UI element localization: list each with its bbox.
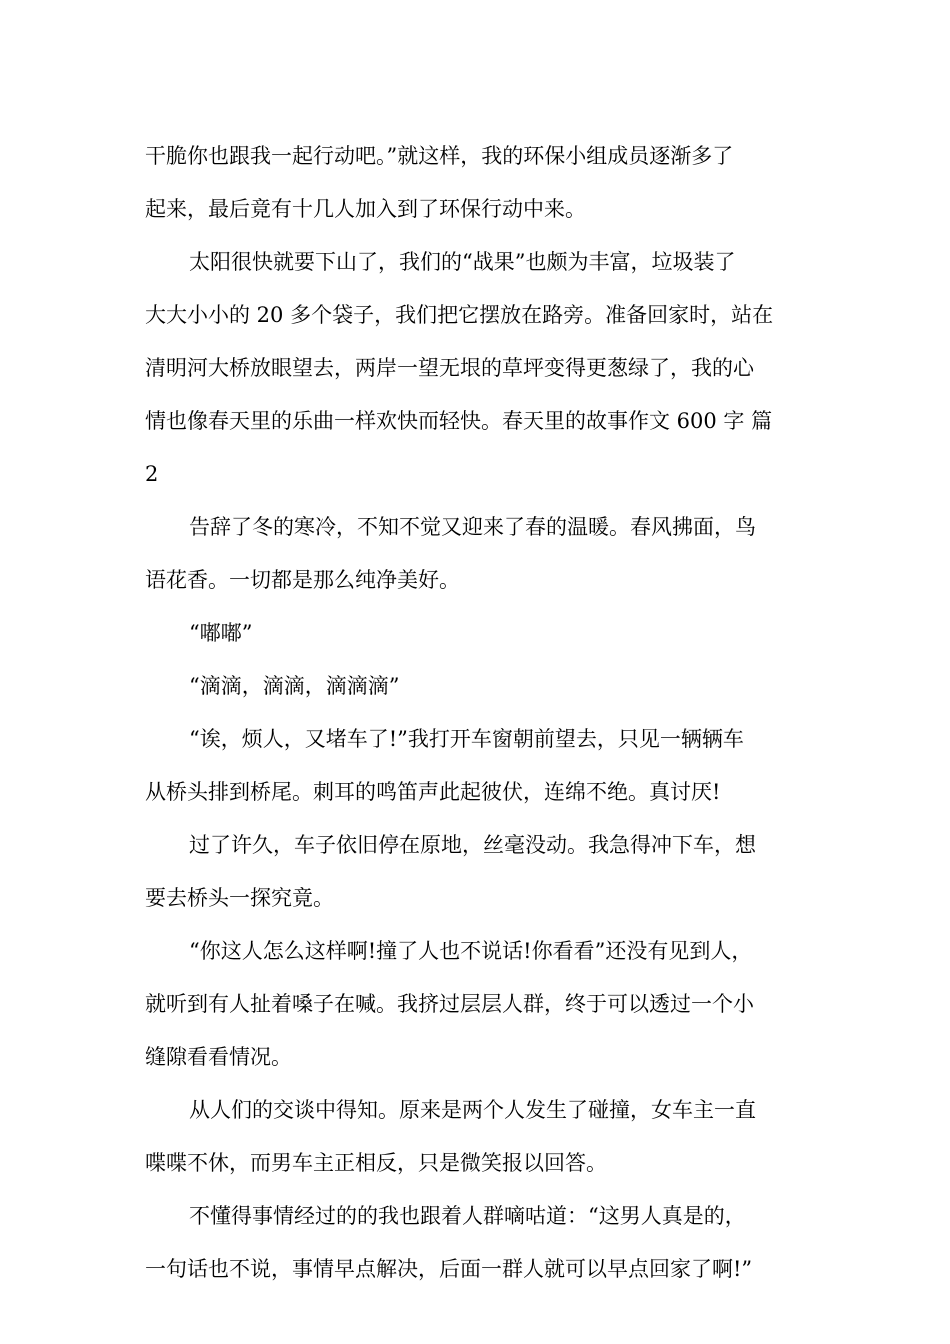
- text-line: “嘟嘟”: [189, 621, 253, 645]
- text-line: 要去桥头一探究竟。: [145, 886, 334, 910]
- paragraph: [145, 607, 825, 660]
- paragraph: [145, 925, 825, 1084]
- document-body: [145, 130, 825, 1296]
- text-line: 一句话也不说，事情早点解决，后面一群人就可以早点回家了啊!”: [145, 1257, 753, 1281]
- text-line: 语花香。一切都是那么纯净美好。: [145, 568, 460, 592]
- text-line: 太阳很快就要下山了，我们的“战果”也颇为丰富，垃圾装了: [189, 250, 736, 274]
- text-line: 大大小小的 20 多个袋子，我们把它摆放在路旁。准备回家时，站在: [145, 303, 774, 327]
- text-line: “滴滴，滴滴，滴滴滴”: [189, 674, 400, 698]
- text-line: 从人们的交谈中得知。原来是两个人发生了碰撞，女车主一直: [189, 1098, 756, 1122]
- paragraph: [145, 236, 825, 501]
- text-line: 喋喋不休，而男车主正相反，只是微笑报以回答。: [145, 1151, 607, 1175]
- paragraph: [145, 501, 825, 607]
- paragraph: [145, 1084, 825, 1190]
- text-line: 清明河大桥放眼望去，两岸一望无垠的草坪变得更葱绿了，我的心: [145, 356, 754, 380]
- paragraph: [145, 660, 825, 713]
- text-line: 干脆你也跟我一起行动吧。”就这样，我的环保小组成员逐渐多了: [145, 144, 734, 168]
- text-line: 起来，最后竟有十几人加入到了环保行动中来。: [145, 197, 586, 221]
- text-line: 过了许久，车子依旧停在原地，丝毫没动。我急得冲下车，想: [189, 833, 756, 857]
- text-line: 从桥头排到桥尾。刺耳的鸣笛声此起彼伏，连绵不绝。真讨厌!: [145, 780, 721, 804]
- paragraph: [145, 713, 825, 819]
- text-line: 2: [145, 462, 159, 486]
- text-line: 情也像春天里的乐曲一样欢快而轻快。春天里的故事作文 600 字 篇: [145, 409, 773, 433]
- text-line: 告辞了冬的寒冷，不知不觉又迎来了春的温暖。春风拂面，鸟: [189, 515, 756, 539]
- paragraph: [145, 819, 825, 925]
- text-line: 不懂得事情经过的的我也跟着人群嘀咕道：“这男人真是的，: [189, 1204, 746, 1228]
- text-line: “你这人怎么这样啊!撞了人也不说话!你看看”还没有见到人，: [189, 939, 753, 963]
- text-line: “诶，烦人，又堵车了!”我打开车窗朝前望去，只见一辆辆车: [189, 727, 744, 751]
- paragraph: [145, 1190, 825, 1296]
- text-line: 缝隙看看情况。: [145, 1045, 292, 1069]
- paragraph: [145, 130, 825, 236]
- text-line: 就听到有人扯着嗓子在喊。我挤过层层人群，终于可以透过一个小: [145, 992, 754, 1016]
